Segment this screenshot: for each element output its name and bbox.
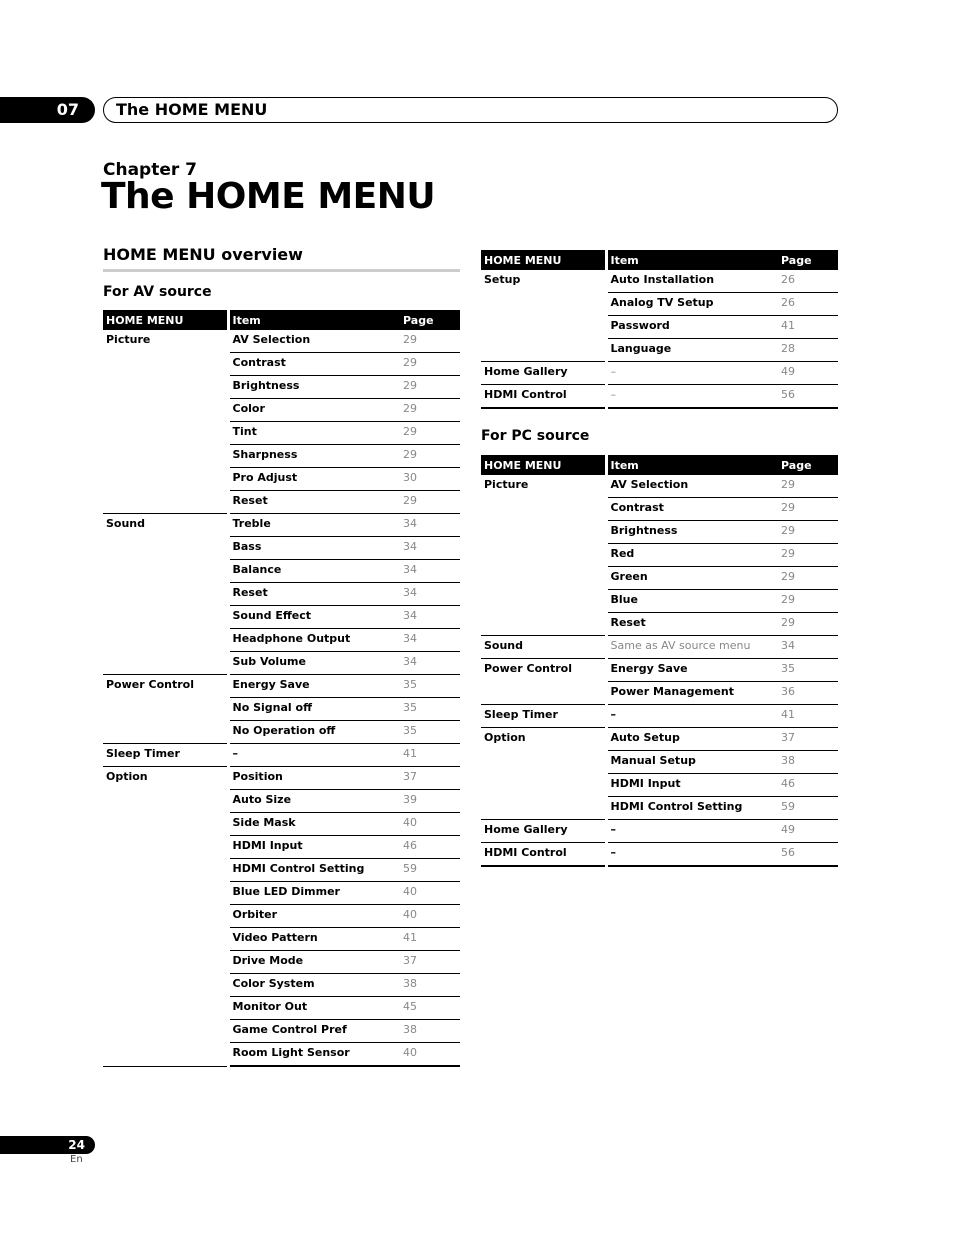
menu-group-cell: Picture <box>481 475 606 636</box>
menu-item-cell: – <box>606 362 778 385</box>
page-ref-cell: 29 <box>400 376 460 399</box>
menu-item-cell: Treble <box>228 514 400 537</box>
menu-item-cell: Color System <box>228 974 400 997</box>
column-header-home-menu: HOME MENU <box>103 310 228 330</box>
page-ref-cell: 30 <box>400 468 460 491</box>
page-ref-cell: 46 <box>400 836 460 859</box>
page-ref-cell: 29 <box>400 445 460 468</box>
page-ref-cell: 37 <box>400 951 460 974</box>
menu-item-cell: Reset <box>228 583 400 606</box>
menu-group-cell: Sound <box>103 514 228 675</box>
table-row <box>103 744 460 767</box>
chapter-label: Chapter 7 <box>103 160 198 180</box>
page-ref-cell: 29 <box>400 491 460 514</box>
page-ref-cell: 39 <box>400 790 460 813</box>
page-ref-cell: 29 <box>778 544 838 567</box>
column-header-home-menu: HOME MENU <box>481 455 606 475</box>
page-ref-cell: 40 <box>400 1043 460 1067</box>
page-ref-cell: 49 <box>778 362 838 385</box>
page-ref-cell: 34 <box>400 514 460 537</box>
menu-item-cell: Brightness <box>228 376 400 399</box>
av-source-heading: For AV source <box>103 284 212 300</box>
page-ref-cell: 46 <box>778 774 838 797</box>
page-ref-cell: 56 <box>778 385 838 409</box>
menu-item-cell: Balance <box>228 560 400 583</box>
page-ref-cell: 38 <box>778 751 838 774</box>
page-ref-cell: 59 <box>778 797 838 820</box>
av-source-table-continued <box>481 250 838 409</box>
menu-item-cell: Green <box>606 567 778 590</box>
chapter-number-tab: 07 <box>0 97 95 123</box>
menu-item-cell: – <box>606 820 778 843</box>
menu-group-cell: HDMI Control <box>481 843 606 867</box>
menu-item-cell: – <box>228 744 400 767</box>
page-ref-cell: 34 <box>778 636 838 659</box>
running-header-title: The HOME MENU <box>116 100 268 119</box>
page-ref-cell: 34 <box>400 560 460 583</box>
running-header <box>103 97 838 123</box>
page-ref-cell: 41 <box>400 744 460 767</box>
column-header-item: Item <box>606 250 778 270</box>
menu-group-cell: Sound <box>481 636 606 659</box>
page-ref-cell: 34 <box>400 606 460 629</box>
page-ref-cell: 56 <box>778 843 838 867</box>
page-ref-cell: 45 <box>400 997 460 1020</box>
page-ref-cell: 26 <box>778 270 838 293</box>
menu-item-cell: Language <box>606 339 778 362</box>
page-ref-cell: 29 <box>778 590 838 613</box>
menu-group-cell: Home Gallery <box>481 362 606 385</box>
menu-item-cell: Blue <box>606 590 778 613</box>
table-row <box>481 659 838 682</box>
table-row <box>481 636 838 659</box>
menu-group-cell: Sleep Timer <box>103 744 228 767</box>
menu-item-cell: Energy Save <box>606 659 778 682</box>
page-ref-cell: 29 <box>400 422 460 445</box>
page-ref-cell: 26 <box>778 293 838 316</box>
column-header-page: Page <box>400 310 460 330</box>
page-ref-cell: 34 <box>400 537 460 560</box>
page-ref-cell: 40 <box>400 882 460 905</box>
table-header-row <box>103 310 460 330</box>
menu-item-cell: – <box>606 385 778 409</box>
menu-item-cell: Room Light Sensor <box>228 1043 400 1067</box>
page-ref-cell: 29 <box>778 521 838 544</box>
menu-item-cell: Bass <box>228 537 400 560</box>
menu-item-cell: Monitor Out <box>228 997 400 1020</box>
menu-group-cell: Picture <box>103 330 228 514</box>
page-number: 24 <box>0 1136 95 1154</box>
menu-item-cell: No Operation off <box>228 721 400 744</box>
page-ref-cell: 59 <box>400 859 460 882</box>
menu-item-cell: Sharpness <box>228 445 400 468</box>
menu-item-cell: Red <box>606 544 778 567</box>
menu-item-cell: HDMI Control Setting <box>228 859 400 882</box>
table-row <box>481 705 838 728</box>
column-header-page: Page <box>778 455 838 475</box>
menu-item-cell: Password <box>606 316 778 339</box>
page-ref-cell: 36 <box>778 682 838 705</box>
page-ref-cell: 40 <box>400 905 460 928</box>
menu-item-cell: AV Selection <box>228 330 400 353</box>
chapter-title: The HOME MENU <box>101 176 436 217</box>
menu-item-cell: AV Selection <box>606 475 778 498</box>
table-row <box>103 514 460 537</box>
table-header-row <box>481 250 838 270</box>
menu-item-cell: Reset <box>228 491 400 514</box>
menu-item-cell: Orbiter <box>228 905 400 928</box>
section-heading: HOME MENU overview <box>103 245 460 272</box>
page-ref-cell: 35 <box>400 675 460 698</box>
menu-item-cell: Auto Installation <box>606 270 778 293</box>
menu-item-cell: Tint <box>228 422 400 445</box>
page-ref-cell: 35 <box>400 721 460 744</box>
menu-item-cell: Energy Save <box>228 675 400 698</box>
menu-item-cell: HDMI Control Setting <box>606 797 778 820</box>
menu-item-cell: Drive Mode <box>228 951 400 974</box>
table-row <box>481 270 838 293</box>
menu-group-cell: Setup <box>481 270 606 362</box>
menu-group-cell: Power Control <box>103 675 228 744</box>
menu-item-cell: Game Control Pref <box>228 1020 400 1043</box>
page-ref-cell: 29 <box>778 498 838 521</box>
page-ref-cell: 29 <box>400 399 460 422</box>
table-row <box>481 475 838 498</box>
menu-item-cell: Sound Effect <box>228 606 400 629</box>
pc-source-table <box>481 455 838 867</box>
menu-group-cell: Option <box>103 767 228 1067</box>
page-ref-cell: 37 <box>778 728 838 751</box>
menu-item-cell: Analog TV Setup <box>606 293 778 316</box>
page-ref-cell: 29 <box>400 353 460 376</box>
page-ref-cell: 38 <box>400 974 460 997</box>
menu-group-cell: Home Gallery <box>481 820 606 843</box>
menu-item-cell: Contrast <box>606 498 778 521</box>
column-header-item: Item <box>228 310 400 330</box>
av-source-table <box>103 310 460 1067</box>
page-ref-cell: 29 <box>400 330 460 353</box>
page-ref-cell: 35 <box>778 659 838 682</box>
table-row <box>103 330 460 353</box>
menu-item-cell: Pro Adjust <box>228 468 400 491</box>
page-ref-cell: 41 <box>778 316 838 339</box>
menu-item-cell: Same as AV source menu <box>606 636 778 659</box>
page-language: En <box>70 1154 83 1165</box>
menu-item-cell: Side Mask <box>228 813 400 836</box>
menu-item-cell: Brightness <box>606 521 778 544</box>
page-ref-cell: 35 <box>400 698 460 721</box>
page-ref-cell: 40 <box>400 813 460 836</box>
page-ref-cell: 34 <box>400 583 460 606</box>
page-ref-cell: 34 <box>400 629 460 652</box>
page-ref-cell: 29 <box>778 475 838 498</box>
menu-item-cell: HDMI Input <box>228 836 400 859</box>
menu-item-cell: Auto Size <box>228 790 400 813</box>
menu-group-cell: Sleep Timer <box>481 705 606 728</box>
menu-item-cell: – <box>606 843 778 867</box>
page-ref-cell: 41 <box>778 705 838 728</box>
page-ref-cell: 34 <box>400 652 460 675</box>
column-header-home-menu: HOME MENU <box>481 250 606 270</box>
menu-group-cell: Power Control <box>481 659 606 705</box>
menu-item-cell: Contrast <box>228 353 400 376</box>
menu-item-cell: Auto Setup <box>606 728 778 751</box>
page-ref-cell: 49 <box>778 820 838 843</box>
column-header-page: Page <box>778 250 838 270</box>
table-row <box>481 385 838 409</box>
page-ref-cell: 29 <box>778 567 838 590</box>
menu-item-cell: Power Management <box>606 682 778 705</box>
menu-item-cell: HDMI Input <box>606 774 778 797</box>
table-row <box>103 767 460 790</box>
table-row <box>481 820 838 843</box>
menu-item-cell: Color <box>228 399 400 422</box>
menu-item-cell: Reset <box>606 613 778 636</box>
menu-item-cell: – <box>606 705 778 728</box>
page-ref-cell: 28 <box>778 339 838 362</box>
menu-item-cell: Blue LED Dimmer <box>228 882 400 905</box>
table-row <box>103 675 460 698</box>
table-header-row <box>481 455 838 475</box>
page-ref-cell: 29 <box>778 613 838 636</box>
pc-source-heading: For PC source <box>481 428 590 444</box>
menu-item-cell: Position <box>228 767 400 790</box>
menu-item-cell: Sub Volume <box>228 652 400 675</box>
page-ref-cell: 37 <box>400 767 460 790</box>
menu-group-cell: Option <box>481 728 606 820</box>
menu-item-cell: Video Pattern <box>228 928 400 951</box>
table-row <box>481 728 838 751</box>
menu-item-cell: Headphone Output <box>228 629 400 652</box>
menu-group-cell: HDMI Control <box>481 385 606 409</box>
table-row <box>481 362 838 385</box>
table-row <box>481 843 838 867</box>
page-ref-cell: 41 <box>400 928 460 951</box>
menu-item-cell: No Signal off <box>228 698 400 721</box>
page-ref-cell: 38 <box>400 1020 460 1043</box>
column-header-item: Item <box>606 455 778 475</box>
menu-item-cell: Manual Setup <box>606 751 778 774</box>
